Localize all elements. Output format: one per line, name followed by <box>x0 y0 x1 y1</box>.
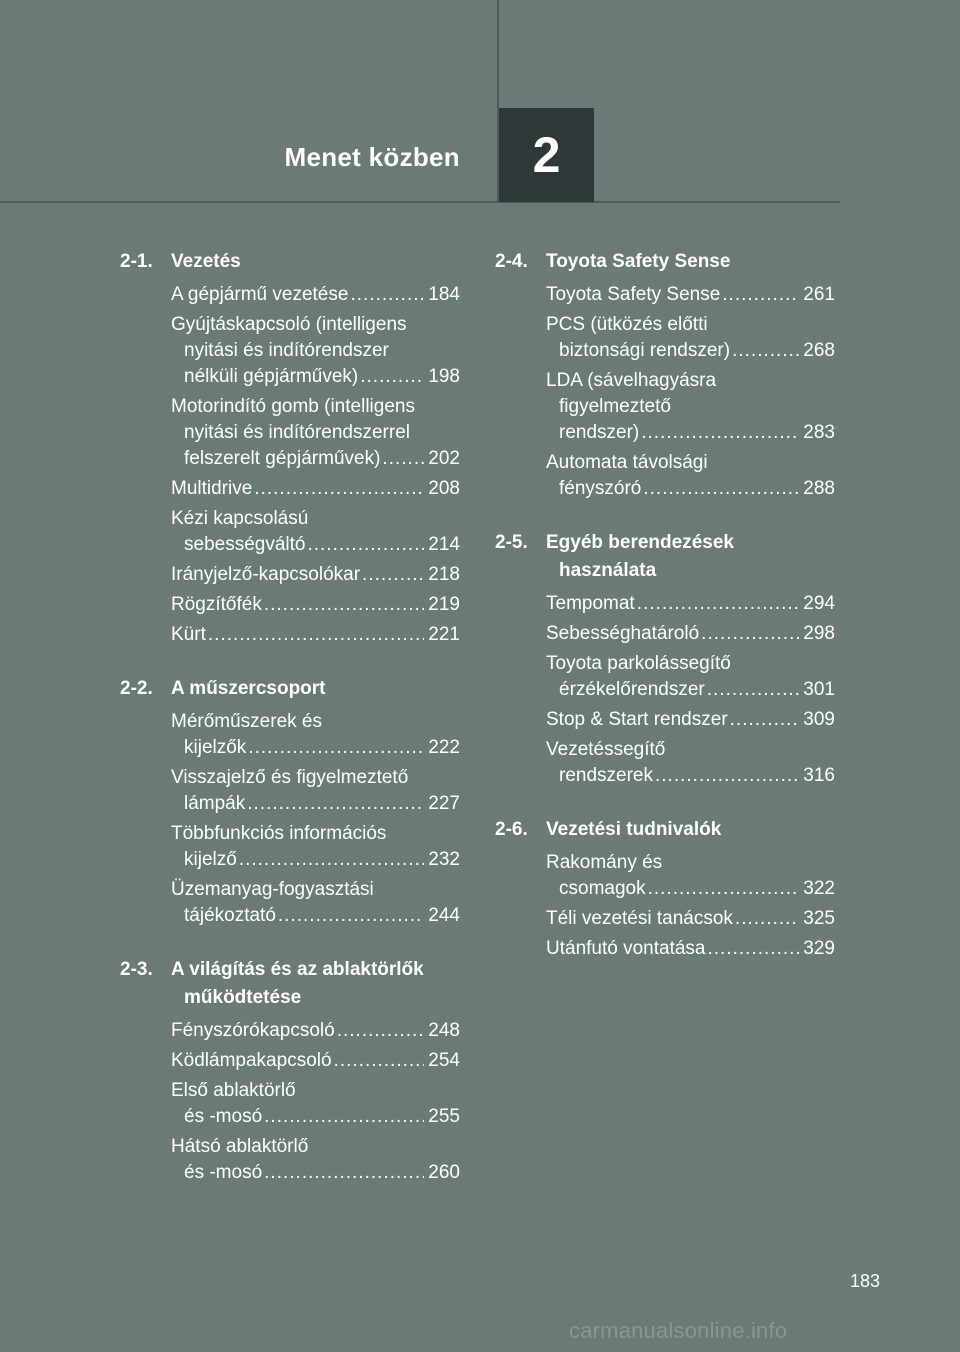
entry-text-line: Toyota parkolássegítő <box>546 653 731 674</box>
dot-leader <box>643 476 799 502</box>
dot-leader <box>248 735 424 761</box>
entry-text-line: Toyota Safety Sense <box>546 284 721 305</box>
toc-entry[interactable] <box>546 936 835 962</box>
entry-last-line <box>546 338 835 364</box>
entry-text-line: Hátsó ablaktörlő <box>171 1136 309 1157</box>
toc-entry[interactable] <box>171 1048 460 1074</box>
entry-last-line <box>171 847 460 873</box>
watermark: carmanualsonline.info <box>569 1318 788 1343</box>
entry-last-line <box>171 364 460 390</box>
entry-text-line: Gyújtáskapcsoló (intelligens <box>171 314 407 335</box>
entry-page-number: 309 <box>803 709 835 730</box>
dot-leader <box>307 532 424 558</box>
entry-page-number: 184 <box>428 284 460 305</box>
toc-entry[interactable] <box>171 562 460 588</box>
dot-leader <box>648 876 800 902</box>
entry-page-number: 325 <box>803 908 835 929</box>
toc-section <box>495 529 835 789</box>
entry-text-line: biztonsági rendszer) <box>559 340 731 361</box>
dot-leader <box>278 903 424 929</box>
entry-text-line: rendszer) <box>559 422 640 443</box>
section-entries <box>171 709 460 929</box>
entry-last-line <box>171 446 460 472</box>
toc-entry[interactable] <box>546 906 835 932</box>
entry-page-number: 301 <box>803 679 835 700</box>
entry-page-number: 322 <box>803 878 835 899</box>
toc-entry[interactable] <box>171 765 460 817</box>
entry-text-line: Kürt <box>171 624 206 645</box>
dot-leader <box>708 936 800 962</box>
toc-column-right <box>495 248 835 989</box>
entry-last-line <box>171 1160 460 1186</box>
entry-page-number: 222 <box>428 737 460 758</box>
chapter-title: Menet közben <box>284 142 460 172</box>
entry-text-line: rendszerek <box>559 765 653 786</box>
dot-leader <box>637 591 800 617</box>
dot-leader <box>264 592 424 618</box>
entry-page-number: 288 <box>803 478 835 499</box>
entry-text-line: Tempomat <box>546 593 635 614</box>
dot-leader <box>360 364 424 390</box>
entry-text-line: Ködlámpakapcsoló <box>171 1050 332 1071</box>
dot-leader <box>362 562 424 588</box>
entry-last-line <box>546 420 835 446</box>
entry-last-line <box>171 1104 460 1130</box>
entry-text-line: Első ablaktörlő <box>171 1080 296 1101</box>
entry-text-line: kijelzők <box>184 737 247 758</box>
entry-text-line: Automata távolsági <box>546 452 708 473</box>
entry-page-number: 219 <box>428 594 460 615</box>
entry-text-line: felszerelt gépjárművek) <box>184 448 381 469</box>
entry-last-line <box>546 936 835 962</box>
entry-page-number: 208 <box>428 478 460 499</box>
section-title: A műszercsoport <box>171 678 326 699</box>
entry-page-number: 261 <box>803 284 835 305</box>
entry-page-number: 244 <box>428 905 460 926</box>
entry-page-number: 254 <box>428 1050 460 1071</box>
entry-text-line: érzékelőrendszer <box>559 679 705 700</box>
entry-text-line: Multidrive <box>171 478 253 499</box>
toc-entry[interactable] <box>171 476 460 502</box>
entry-text-line: Vezetéssegítő <box>546 739 666 760</box>
entry-page-number: 255 <box>428 1106 460 1127</box>
entry-last-line <box>171 1018 460 1044</box>
dot-leader <box>254 476 424 502</box>
section-title: Toyota Safety Sense <box>546 251 731 272</box>
entry-text-line: csomagok <box>559 878 646 899</box>
dot-leader <box>722 282 799 308</box>
dot-leader <box>334 1048 425 1074</box>
dot-leader <box>730 707 800 733</box>
entry-last-line <box>171 903 460 929</box>
entry-text-line: nélküli gépjárművek) <box>184 366 359 387</box>
entry-text-line: figyelmeztető <box>559 396 671 417</box>
toc-entry[interactable] <box>171 394 460 472</box>
entry-page-number: 227 <box>428 793 460 814</box>
page-number: 183 <box>850 1271 881 1291</box>
dot-leader <box>655 763 799 789</box>
entry-text-line: Kézi kapcsolású <box>171 508 309 529</box>
entry-text-line: lámpák <box>184 793 246 814</box>
entry-text-line: Visszajelző és figyelmeztető <box>171 767 409 788</box>
section-entries <box>171 1018 460 1186</box>
toc-entry[interactable] <box>171 506 460 558</box>
dot-leader <box>701 621 799 647</box>
chapter-number-box: 2 <box>499 108 594 202</box>
entry-page-number: 202 <box>428 448 460 469</box>
entry-page-number: 268 <box>803 340 835 361</box>
entry-last-line <box>546 677 835 703</box>
entry-text-line: LDA (sávelhagyásra <box>546 370 717 391</box>
toc-section <box>120 956 460 1186</box>
entry-text-line: Sebességhatároló <box>546 623 700 644</box>
section-title: Vezetés <box>171 251 241 272</box>
entry-page-number: 298 <box>803 623 835 644</box>
toc-entry[interactable] <box>546 282 835 308</box>
entry-last-line <box>171 532 460 558</box>
entry-text-line: tájékoztató <box>184 905 276 926</box>
toc-section <box>120 675 460 929</box>
dot-leader <box>264 1160 424 1186</box>
entry-text-line: kijelző <box>184 849 237 870</box>
entry-last-line <box>171 476 460 502</box>
entry-page-number: 316 <box>803 765 835 786</box>
entry-page-number: 329 <box>803 938 835 959</box>
section-entries <box>546 591 835 789</box>
entry-text-line: Üzemanyag-fogyasztási <box>171 879 374 900</box>
section-entries <box>546 282 835 502</box>
toc-entry[interactable] <box>171 709 460 761</box>
section-number: 2-4. <box>495 251 528 272</box>
toc-entry[interactable] <box>546 850 835 902</box>
toc-entry[interactable] <box>171 1018 460 1044</box>
entry-last-line <box>171 282 460 308</box>
dot-leader <box>264 1104 424 1130</box>
entry-last-line <box>546 476 835 502</box>
entry-last-line <box>171 1048 460 1074</box>
section-number: 2-6. <box>495 819 528 840</box>
section-number: 2-1. <box>120 251 153 272</box>
toc-entry[interactable] <box>546 591 835 617</box>
section-entries <box>546 850 835 962</box>
entry-text-line: A gépjármű vezetése <box>171 284 349 305</box>
entry-page-number: 218 <box>428 564 460 585</box>
toc-entry[interactable] <box>171 821 460 873</box>
dot-leader <box>239 847 424 873</box>
entry-page-number: 294 <box>803 593 835 614</box>
section-number: 2-5. <box>495 532 528 553</box>
entry-last-line <box>546 707 835 733</box>
entry-last-line <box>546 591 835 617</box>
entry-page-number: 232 <box>428 849 460 870</box>
entry-last-line <box>546 621 835 647</box>
toc-entry[interactable] <box>171 592 460 618</box>
toc-entry[interactable] <box>171 312 460 390</box>
entry-text-line: nyitási és indítórendszerrel <box>184 422 410 443</box>
section-heading <box>120 675 460 703</box>
dot-leader <box>208 622 424 648</box>
toc-entry[interactable] <box>546 368 835 446</box>
section-title: Vezetési tudnivalók <box>546 819 722 840</box>
entry-page-number: 283 <box>803 422 835 443</box>
entry-page-number: 248 <box>428 1020 460 1041</box>
entry-text-line: Fényszórókapcsoló <box>171 1020 335 1041</box>
dot-leader <box>350 282 424 308</box>
toc-section <box>495 816 835 962</box>
toc-entry[interactable] <box>171 877 460 929</box>
entry-text-line: fényszóró <box>559 478 642 499</box>
toc-entry[interactable] <box>171 1134 460 1186</box>
entry-page-number: 260 <box>428 1162 460 1183</box>
toc-entry[interactable] <box>546 651 835 703</box>
entry-page-number: 221 <box>428 624 460 645</box>
section-heading <box>495 529 835 585</box>
dot-leader <box>707 677 800 703</box>
entry-last-line <box>171 791 460 817</box>
dot-leader <box>247 791 424 817</box>
section-title: A világítás és az ablaktörlők működtetése <box>171 959 424 1008</box>
entry-page-number: 214 <box>428 534 460 555</box>
header-horizontal-rule <box>0 201 840 203</box>
dot-leader <box>732 338 799 364</box>
dot-leader <box>337 1018 425 1044</box>
entry-text-line: PCS (ütközés előtti <box>546 314 708 335</box>
entry-text-line: Téli vezetési tanácsok <box>546 908 733 929</box>
entry-text-line: Utánfutó vontatása <box>546 938 706 959</box>
section-number: 2-3. <box>120 959 153 980</box>
entry-last-line <box>171 735 460 761</box>
dot-leader <box>641 420 799 446</box>
section-title: Egyéb berendezések használata <box>546 532 734 581</box>
section-heading <box>120 248 460 276</box>
entry-last-line <box>171 592 460 618</box>
entry-last-line <box>546 763 835 789</box>
toc-section <box>120 248 460 648</box>
toc-entry[interactable] <box>546 621 835 647</box>
toc-entry[interactable] <box>546 450 835 502</box>
entry-last-line <box>546 282 835 308</box>
entry-text-line: sebességváltó <box>184 534 306 555</box>
toc-entry[interactable] <box>546 737 835 789</box>
entry-text-line: Rögzítőfék <box>171 594 262 615</box>
dot-leader <box>382 446 424 472</box>
section-heading <box>120 956 460 1012</box>
entry-page-number: 198 <box>428 366 460 387</box>
entry-text-line: Irányjelző-kapcsolókar <box>171 564 361 585</box>
section-heading <box>495 248 835 276</box>
entry-text-line: és -mosó <box>184 1106 263 1127</box>
entry-text-line: Stop & Start rendszer <box>546 709 728 730</box>
entry-text-line: Többfunkciós információs <box>171 823 387 844</box>
entry-text-line: Mérőműszerek és <box>171 711 322 732</box>
toc-section <box>495 248 835 502</box>
entry-text-line: és -mosó <box>184 1162 263 1183</box>
toc-entry[interactable] <box>171 622 460 648</box>
section-entries <box>171 282 460 648</box>
entry-text-line: Rakomány és <box>546 852 663 873</box>
section-heading <box>495 816 835 844</box>
entry-last-line <box>171 622 460 648</box>
toc-entry[interactable] <box>171 1078 460 1130</box>
entry-last-line <box>546 876 835 902</box>
toc-column-left <box>120 248 460 1213</box>
toc-entry[interactable] <box>171 282 460 308</box>
entry-text-line: nyitási és indítórendszer <box>184 340 389 361</box>
entry-text-line: Motorindító gomb (intelligens <box>171 396 415 417</box>
entry-last-line <box>171 562 460 588</box>
toc-entry[interactable] <box>546 707 835 733</box>
section-number: 2-2. <box>120 678 153 699</box>
entry-last-line <box>546 906 835 932</box>
toc-entry[interactable] <box>546 312 835 364</box>
dot-leader <box>735 906 799 932</box>
